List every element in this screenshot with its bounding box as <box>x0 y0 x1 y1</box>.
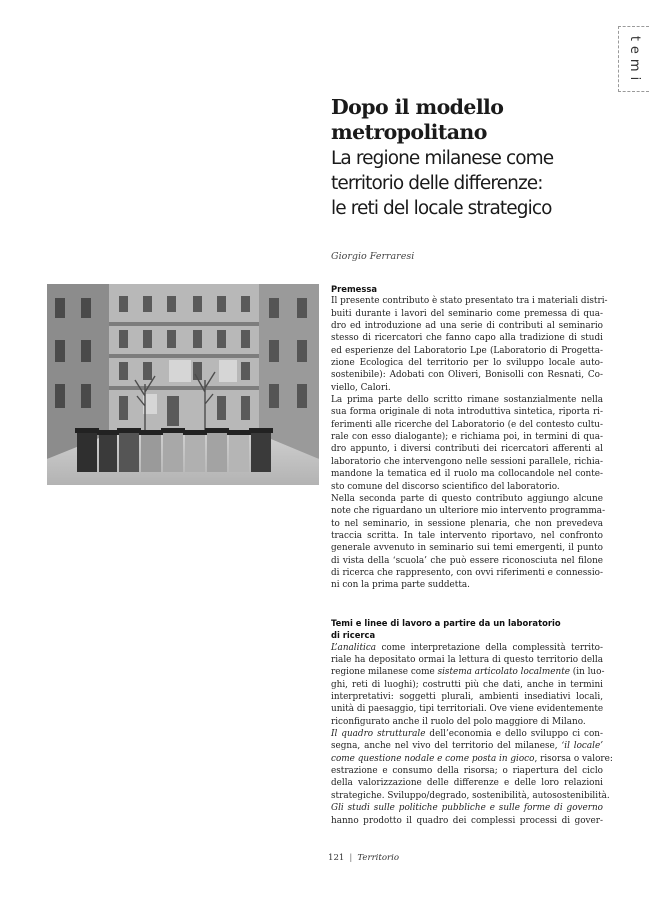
text-line: stesso di ricercatori che fanno capo alla tradizione di studi <box>331 333 603 344</box>
text-line: to nel seminario, in sessione plenaria, che non prevedeva <box>331 518 603 529</box>
journal-name: Territorio <box>357 853 400 863</box>
text-line <box>331 815 603 827</box>
text-line: di vista della ‘scuola’ che può essere riconosciuta nel filone <box>331 555 603 566</box>
text-line <box>331 679 603 691</box>
text-run: estrazione e consumo della risorsa; o riapertura del ciclo <box>331 766 603 777</box>
text-line: sto comune del discorso scientifico del laboratorio. <box>331 481 560 492</box>
text-run: come interpretazione della complessità territo- <box>376 642 603 653</box>
text-line <box>331 654 603 666</box>
text-line: Nella seconda parte di questo contributo aggiungo alcune <box>331 493 603 504</box>
text-line: note che riguardano un ulteriore mio intervento programma- <box>331 506 606 517</box>
title-subtitle-line: territorio delle differenze: <box>331 173 543 194</box>
text-run: unità di paesaggio, tipi territoriali. Ove viene evidentemente <box>331 704 604 715</box>
text-line <box>331 703 603 715</box>
title-main-line: metropolitano <box>331 120 487 144</box>
text-line: mandone la tematica ed il ruolo ma collocandole nel conte- <box>331 469 603 480</box>
text-run: dell’economia e dello sviluppo ci con- <box>425 729 603 740</box>
text-line: buiti durante i lavori del seminario come premessa di qua- <box>331 308 603 319</box>
italic-text: sistema articolato localmente <box>437 667 570 678</box>
footer-separator: | <box>349 853 353 863</box>
text-line <box>331 642 603 654</box>
section-tab <box>618 26 649 92</box>
text-line: laboratorio che intervengono nelle sessioni parallele, richia- <box>331 456 603 467</box>
italic-text: Gli studi sulle politiche pubbliche e sulle forme di governo <box>331 803 603 814</box>
text-line: ed esperienze del Laboratorio Lpe (Laboratorio di Progetta- <box>331 345 603 356</box>
author-name: Giorgio Ferraresi <box>331 251 415 262</box>
section-heading-line: di ricerca <box>331 630 376 641</box>
text-line <box>331 790 610 802</box>
text-line: dro ed introduzione ad una serie di contributi al seminario <box>331 321 603 332</box>
text-line: ferimenti alle ricerche del Laboratorio (e del contesto cultu- <box>331 419 603 430</box>
section-heading-line: Temi e linee di lavoro a partire da un laboratorio <box>331 618 561 628</box>
text-line <box>331 716 603 728</box>
text-line <box>331 728 603 740</box>
text-line <box>331 691 603 703</box>
text-line: sostenibile): Adobati con Oliveri, Bonisolli con Resnati, Co- <box>331 370 603 381</box>
title-main <box>331 95 631 145</box>
text-run: regione milanese come <box>331 667 438 678</box>
title-subtitle-line: le reti del locale strategico <box>331 198 552 219</box>
text-run: , risorsa o valore: <box>534 753 613 764</box>
title-subtitle <box>331 146 631 221</box>
section-heading: Premessa <box>331 284 377 294</box>
section-body <box>331 642 613 827</box>
text-line: sua forma originale di nota introduttiva sintetica, riporta ri- <box>331 407 603 418</box>
section-premessa <box>331 283 608 592</box>
text-line: viello, Calori. <box>331 382 391 393</box>
text-line: Il presente contributo è stato presentato tra i materiali distri- <box>331 296 608 307</box>
text-line: zione Ecologica del territorio per lo sviluppo locale auto- <box>331 358 603 369</box>
section-temi <box>331 617 613 827</box>
text-line <box>331 777 603 789</box>
text-line: La prima parte dello scritto rimane sostanzialmente nella <box>331 395 603 406</box>
text-line: traccia scritta. In tale intervento riportavo, nel confronto <box>331 530 603 541</box>
text-line <box>331 765 603 777</box>
text-line <box>331 802 603 814</box>
text-line: di ricerca che rappresento, con ovvi riferimenti e connessio- <box>331 567 603 578</box>
italic-text: Il quadro strutturale <box>331 729 426 740</box>
text-line <box>331 740 603 752</box>
section-body <box>331 295 608 591</box>
text-run: ghi, reti di luoghi); costrutti più che dati, anche in termini <box>331 679 603 690</box>
text-run: hanno prodotto il quadro dei complessi processi di gover- <box>331 815 603 826</box>
text-run: segna, anche nel vivo del territorio del milanese, <box>331 741 562 752</box>
text-line: generale avvenuto in seminario sui temi emergenti, il punto <box>331 543 603 554</box>
title-main-line: Dopo il modello <box>331 95 504 119</box>
article-title <box>331 95 631 221</box>
text-run: della valorizzazione delle differenze e delle loro relazioni <box>331 778 603 789</box>
text-run: riale ha depositato ormai la lettura di questo territorio della <box>331 655 603 666</box>
courtyard-photo-drawing <box>47 284 319 485</box>
italic-text: ‘il locale’ <box>561 741 604 752</box>
title-subtitle-line: La regione milanese come <box>331 148 554 169</box>
text-line: ni con la prima parte suddetta. <box>331 580 470 591</box>
page-number: 121 <box>328 853 345 863</box>
page-footer <box>328 853 399 863</box>
text-run: strategiche. Sviluppo/degrado, sostenibilità, autosostenibilità. <box>331 790 610 801</box>
text-line <box>331 666 603 678</box>
text-line <box>331 753 613 765</box>
section-tab-label: temi <box>627 35 643 85</box>
text-run: (in luo- <box>570 667 605 678</box>
italic-text: L’analitica <box>331 642 377 653</box>
text-line: rale con esso dialogante); e richiama poi, in termini di qua- <box>331 432 603 443</box>
text-line: dro appunto, i diversi contributi dei ricercatori afferenti al <box>331 444 603 455</box>
courtyard-photo <box>47 284 319 485</box>
text-run: interpretativi: soggetti plurali, ambienti insediativi locali, <box>331 692 603 703</box>
italic-text: come questione nodale e come posta in gioco <box>331 753 535 764</box>
text-run: riconfigurato anche il ruolo del polo maggiore di Milano. <box>331 716 586 727</box>
